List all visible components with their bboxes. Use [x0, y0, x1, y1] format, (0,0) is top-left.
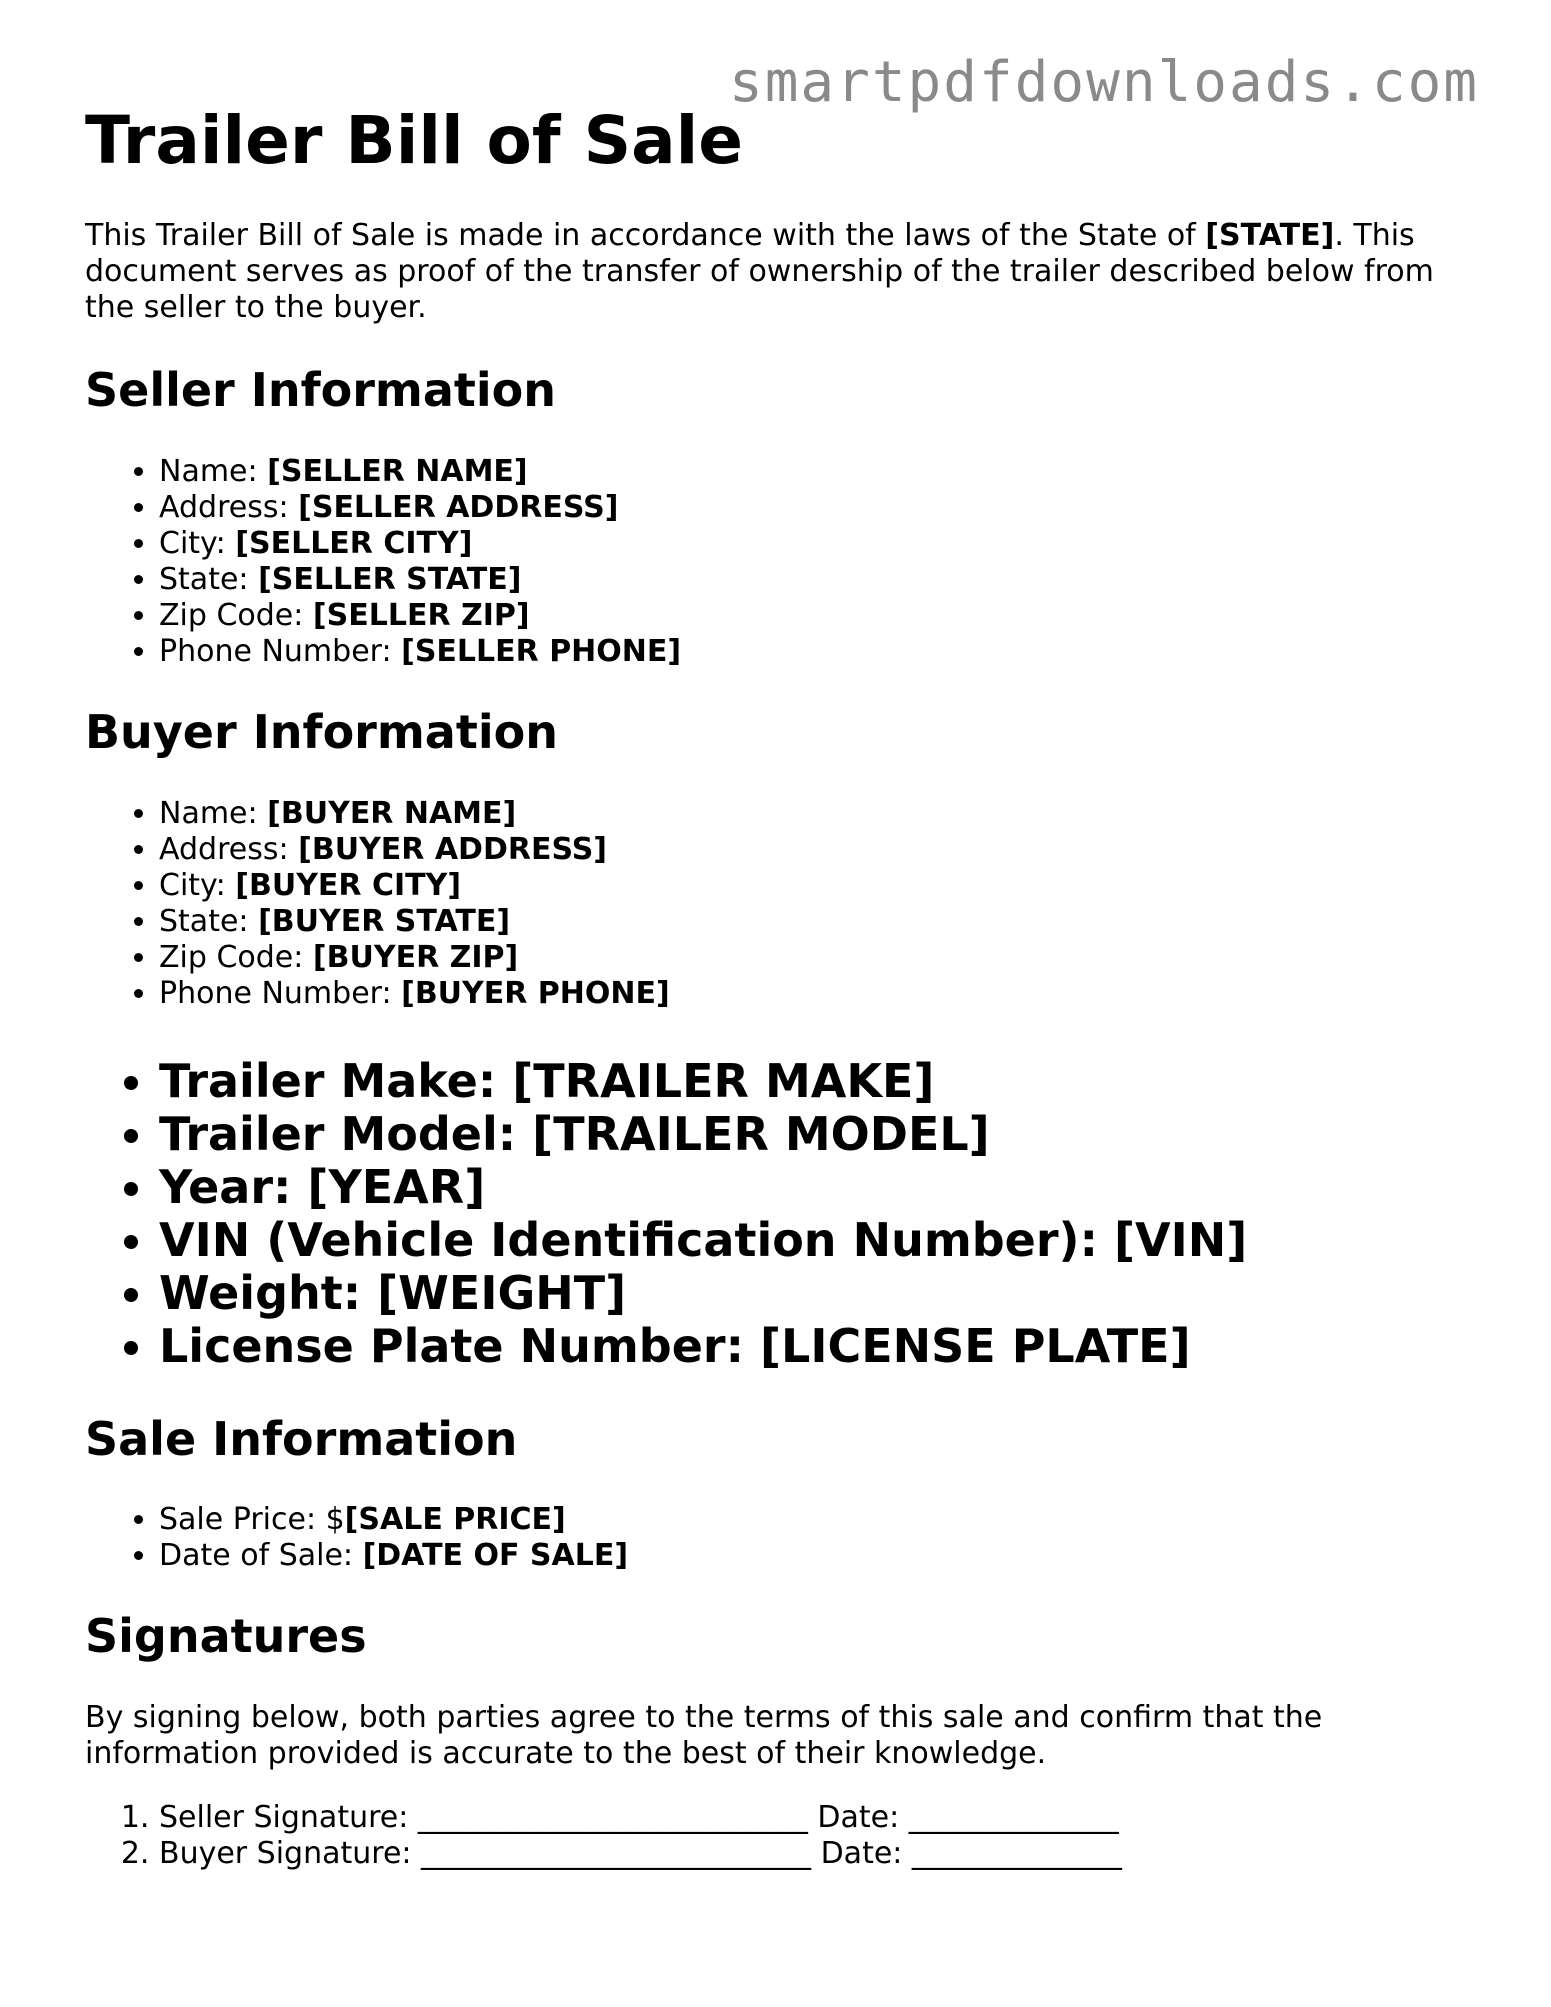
list-item: • Trailer Model: [TRAILER MODEL]	[159, 1108, 1247, 1161]
signatures-heading: Signatures	[85, 1609, 367, 1663]
buyer-list	[85, 796, 670, 1012]
intro-paragraph	[85, 218, 1475, 326]
list-item	[159, 526, 681, 562]
field-label: Phone Number:	[159, 976, 402, 1011]
field-label: State:	[159, 904, 259, 939]
list-item	[159, 490, 681, 526]
list-item	[159, 976, 670, 1012]
field-label: City:	[159, 526, 236, 561]
field-label: Name:	[159, 796, 268, 831]
field-label: Address:	[159, 490, 299, 525]
page-title: Trailer Bill of Sale	[85, 102, 744, 179]
field-value: [BUYER STATE]	[258, 904, 511, 939]
intro-state: [STATE]	[1205, 218, 1335, 253]
list-item: • Trailer Make: [TRAILER MAKE]	[159, 1055, 1247, 1108]
intro-text-before: This Trailer Bill of Sale is made in accordance with the laws of the State of	[85, 218, 1206, 253]
signature-list	[85, 1800, 1122, 1872]
field-value: [SELLER NAME]	[267, 454, 528, 489]
field-value: [SELLER ZIP]	[312, 598, 530, 633]
list-item: • Year: [YEAR]	[159, 1161, 1247, 1214]
field-label: Name:	[159, 454, 268, 489]
field-value: [DATE OF SALE]	[362, 1538, 629, 1573]
list-item	[159, 940, 670, 976]
field-value: [SELLER ADDRESS]	[298, 490, 619, 525]
seller-signature-line: 1. Seller Signature: __________________________ Date: ______________	[159, 1800, 1122, 1836]
field-label: Zip Code:	[159, 598, 313, 633]
list-item	[159, 868, 670, 904]
list-item	[159, 454, 681, 490]
field-label: Address:	[159, 832, 299, 867]
list-item: • License Plate Number: [LICENSE PLATE]	[159, 1320, 1247, 1373]
list-item: • Weight: [WEIGHT]	[159, 1267, 1247, 1320]
list-item	[159, 634, 681, 670]
field-value: [SALE PRICE]	[344, 1502, 566, 1537]
field-value: [BUYER NAME]	[267, 796, 517, 831]
list-item: • VIN (Vehicle Identification Number): [VIN]	[159, 1214, 1247, 1267]
list-item	[159, 562, 681, 598]
field-label: City:	[159, 868, 236, 903]
seller-list	[85, 454, 681, 670]
list-item	[159, 1502, 628, 1538]
field-label: Sale Price: $	[159, 1502, 345, 1537]
sale-heading: Sale Information	[85, 1412, 518, 1466]
list-item	[159, 832, 670, 868]
field-label: Zip Code:	[159, 940, 313, 975]
intro-text-after: . This document serves as proof of the transfer of ownership of the trailer described below from the seller to the buyer.	[85, 218, 1434, 325]
field-label: State:	[159, 562, 259, 597]
sale-list	[85, 1502, 628, 1574]
field-value: [SELLER PHONE]	[401, 634, 682, 669]
field-value: [BUYER CITY]	[235, 868, 462, 903]
signatures-paragraph: By signing below, both parties agree to the terms of this sale and confirm that the information provided is accurate to the best of their knowledge.	[85, 1700, 1323, 1771]
field-value: [BUYER ADDRESS]	[298, 832, 608, 867]
trailer-details-list	[85, 1055, 1247, 1373]
field-value: [BUYER ZIP]	[312, 940, 519, 975]
buyer-signature-line: 2. Buyer Signature: __________________________ Date: ______________	[159, 1836, 1122, 1872]
field-value: [SELLER CITY]	[235, 526, 473, 561]
field-value: [SELLER STATE]	[258, 562, 522, 597]
list-item	[159, 598, 681, 634]
watermark: smartpdfdownloads.com	[728, 50, 1479, 115]
field-label: Phone Number:	[159, 634, 402, 669]
field-value: [BUYER PHONE]	[401, 976, 670, 1011]
list-item	[159, 904, 670, 940]
field-label: Date of Sale:	[159, 1538, 363, 1573]
buyer-heading: Buyer Information	[85, 705, 558, 759]
list-item	[159, 796, 670, 832]
seller-heading: Seller Information	[85, 363, 557, 417]
list-item	[159, 1538, 628, 1574]
